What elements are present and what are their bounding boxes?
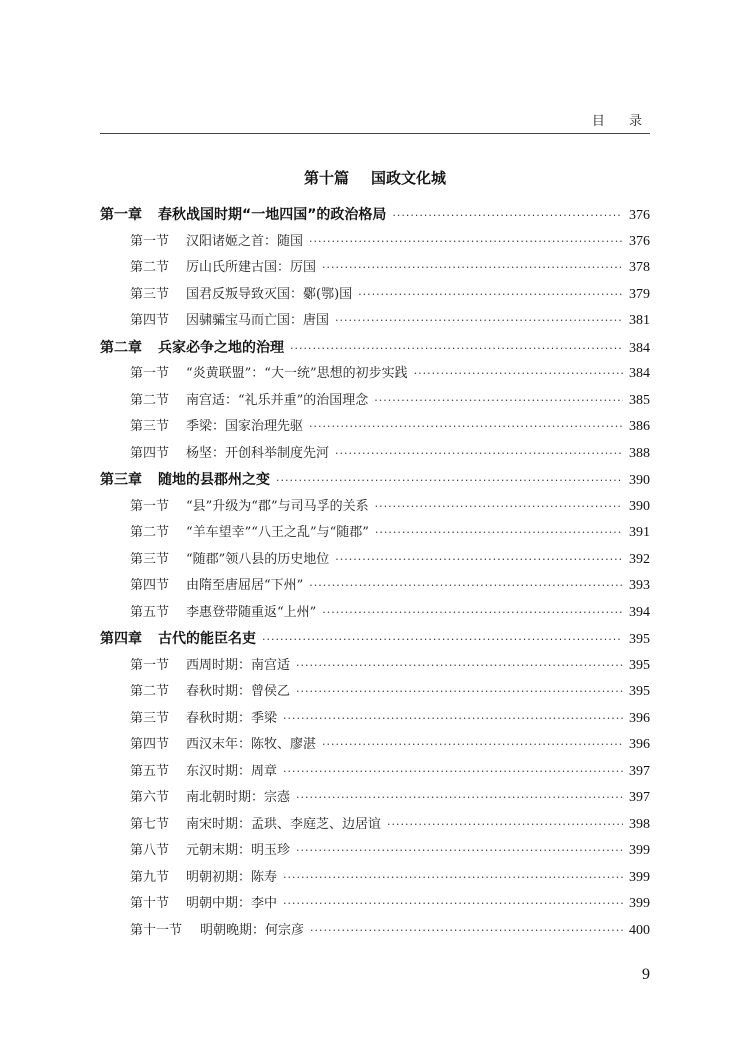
- toc-section-entry[interactable]: [100, 388, 650, 415]
- toc-entry-number: 第五节: [130, 763, 170, 779]
- toc-entry-number: 第四节: [130, 578, 170, 593]
- toc-leader-dots: [322, 255, 623, 282]
- toc-section-entry[interactable]: [100, 573, 650, 600]
- header-rule: [100, 133, 650, 134]
- toc-entry-title: 由隋至唐屈居“下州”: [186, 578, 304, 593]
- toc-entry-number: 第十一节: [130, 922, 183, 938]
- toc-entry-page: 395: [629, 632, 650, 647]
- toc-section-entry[interactable]: [100, 282, 650, 309]
- toc-entry-number: 第四节: [130, 445, 170, 461]
- toc-entry-title: 春秋时期：季梁: [186, 710, 278, 726]
- toc-leader-dots: [296, 653, 623, 680]
- toc-entry-page: 396: [629, 710, 650, 726]
- toc-leader-dots: [296, 785, 623, 812]
- toc-entry-number: 第一节: [130, 657, 170, 673]
- toc-entry-page: 397: [629, 763, 650, 779]
- toc-section-entry[interactable]: [100, 414, 650, 441]
- page-number: 9: [642, 966, 650, 983]
- toc-entry-title: 南北朝时期：宗悫: [186, 790, 291, 805]
- toc-leader-dots: [290, 336, 623, 363]
- toc-entry-title: 西汉末年：陈牧、廖湛: [186, 737, 317, 752]
- toc-entry-number: 第六节: [130, 790, 170, 805]
- part-number: 第十篇: [303, 169, 349, 187]
- toc-entry-page: 393: [629, 578, 650, 593]
- toc-entry-number: 第三节: [130, 551, 170, 567]
- toc-entry-page: 388: [629, 445, 650, 461]
- toc-section-entry[interactable]: [100, 653, 650, 680]
- toc-entry-title: 汉阳诸姬之首：随国: [186, 233, 304, 249]
- toc-entry-number: 第五节: [130, 604, 170, 620]
- toc-entry-number: 第一节: [130, 498, 170, 514]
- toc-leader-dots: [296, 838, 623, 865]
- toc-section-entry[interactable]: [100, 891, 650, 918]
- toc-entry-page: 394: [629, 604, 650, 620]
- toc-leader-dots: [283, 759, 623, 786]
- toc-entry-page: 379: [629, 286, 650, 302]
- toc-entry-number: 第一章: [100, 207, 142, 223]
- toc-leader-dots: [358, 282, 623, 309]
- toc-entry-page: 399: [629, 869, 650, 885]
- toc-entry-title: 西周时期：南宫适: [186, 657, 291, 673]
- toc-entry-page: 391: [629, 525, 650, 540]
- toc-section-entry[interactable]: [100, 732, 650, 759]
- toc-entry-page: 390: [629, 498, 650, 514]
- toc-entry-number: 第一节: [130, 233, 170, 249]
- toc-entry-title: 春秋时期：曾侯乙: [186, 684, 291, 699]
- toc-entry-page: 399: [629, 843, 650, 858]
- toc-entry-title: “炎黄联盟”：“大一统”思想的初步实践: [186, 366, 408, 381]
- toc-entry-number: 第十节: [130, 896, 170, 911]
- toc-section-entry[interactable]: [100, 255, 650, 282]
- toc-entry-page: 400: [629, 922, 650, 938]
- toc-entry-page: 395: [629, 684, 650, 699]
- toc-section-entry[interactable]: [100, 361, 650, 388]
- toc-entry-title: “羊车望幸”“八王之乱”与“随郡”: [186, 525, 369, 540]
- toc-leader-dots: [262, 627, 623, 654]
- toc-entry-number: 第二节: [130, 525, 170, 540]
- toc-entry-title: 因骕骦宝马而亡国：唐国: [186, 313, 330, 328]
- toc-entry-number: 第三节: [130, 419, 170, 434]
- toc-entry-number: 第二节: [130, 392, 170, 408]
- toc-section-entry[interactable]: [100, 785, 650, 812]
- toc-entry-title: 兵家必争之地的治理: [158, 339, 284, 356]
- toc-leader-dots: [387, 812, 623, 839]
- toc-leader-dots: [309, 229, 623, 256]
- toc-leader-dots: [296, 679, 623, 706]
- toc-leader-dots: [335, 441, 623, 468]
- toc-entry-page: 385: [629, 392, 650, 408]
- toc-section-entry[interactable]: [100, 918, 650, 945]
- toc-leader-dots: [392, 203, 623, 230]
- toc-entry-title: 国君反叛导致灭国：鄾(鄂)国: [186, 286, 353, 302]
- table-of-contents: [100, 202, 650, 944]
- toc-leader-dots: [283, 865, 623, 892]
- toc-entry-title: 古代的能臣名吏: [158, 631, 256, 647]
- toc-entry-page: 392: [629, 551, 650, 567]
- toc-section-entry[interactable]: [100, 494, 650, 521]
- toc-section-entry[interactable]: [100, 441, 650, 468]
- toc-chapter-entry[interactable]: [100, 626, 650, 653]
- toc-leader-dots: [414, 361, 623, 388]
- running-head: 目 录: [591, 114, 652, 129]
- toc-entry-title: “随郡”领八县的历史地位: [186, 551, 330, 567]
- toc-section-entry[interactable]: [100, 759, 650, 786]
- toc-leader-dots: [375, 520, 623, 547]
- toc-leader-dots: [322, 732, 623, 759]
- toc-entry-title: 东汉时期：周章: [186, 763, 278, 779]
- toc-entry-number: 第三节: [130, 710, 170, 726]
- toc-entry-title: 南宫适：“礼乐并重”的治国理念: [186, 392, 369, 408]
- toc-section-entry[interactable]: [100, 865, 650, 892]
- toc-entry-page: 397: [629, 790, 650, 805]
- toc-leader-dots: [283, 706, 623, 733]
- toc-leader-dots: [309, 414, 623, 441]
- toc-entry-title: “县”升级为“郡”与司马孚的关系: [186, 498, 369, 514]
- toc-chapter-entry[interactable]: [100, 467, 650, 494]
- toc-entry-title: 元朝末期：明玉珍: [186, 843, 291, 858]
- toc-section-entry[interactable]: [100, 679, 650, 706]
- toc-entry-title: 季梁：国家治理先驱: [186, 419, 304, 434]
- toc-entry-title: 厉山氏所建古国：厉国: [186, 260, 317, 275]
- toc-section-entry[interactable]: [100, 812, 650, 839]
- part-title: [0, 167, 750, 188]
- toc-entry-page: 399: [629, 896, 650, 911]
- toc-leader-dots: [375, 494, 623, 521]
- toc-section-entry[interactable]: [100, 706, 650, 733]
- toc-entry-page: 395: [629, 657, 650, 673]
- toc-section-entry[interactable]: [100, 600, 650, 627]
- toc-entry-page: 376: [629, 233, 650, 249]
- toc-entry-title: 明朝中期：李中: [186, 896, 278, 911]
- toc-entry-title: 春秋战国时期“一地四国”的政治格局: [158, 207, 387, 223]
- toc-entry-number: 第三章: [100, 472, 142, 488]
- toc-section-entry[interactable]: [100, 308, 650, 335]
- toc-entry-title: 南宋时期：孟珙、李庭芝、边居谊: [186, 816, 382, 832]
- toc-leader-dots: [283, 891, 623, 918]
- toc-section-entry[interactable]: [100, 229, 650, 256]
- toc-chapter-entry[interactable]: [100, 202, 650, 229]
- toc-entry-number: 第四章: [100, 631, 142, 647]
- toc-entry-number: 第七节: [130, 816, 170, 832]
- toc-entry-title: 明朝初期：陈寿: [186, 869, 278, 885]
- toc-entry-title: 随地的县郡州之变: [158, 472, 270, 488]
- toc-entry-page: 384: [629, 366, 650, 381]
- toc-leader-dots: [310, 918, 623, 945]
- toc-chapter-entry[interactable]: [100, 335, 650, 362]
- toc-leader-dots: [309, 573, 623, 600]
- toc-section-entry[interactable]: [100, 838, 650, 865]
- toc-entry-number: 第二章: [100, 339, 142, 356]
- toc-entry-page: 378: [629, 260, 650, 275]
- toc-entry-number: 第一节: [130, 366, 170, 381]
- toc-entry-number: 第三节: [130, 286, 170, 302]
- toc-entry-number: 第四节: [130, 313, 170, 328]
- toc-leader-dots: [335, 547, 623, 574]
- toc-leader-dots: [335, 308, 623, 335]
- toc-entry-page: 386: [629, 419, 650, 434]
- toc-entry-number: 第九节: [130, 869, 170, 885]
- toc-leader-dots: [276, 468, 623, 495]
- part-name: 国政文化城: [371, 169, 447, 187]
- toc-section-entry[interactable]: [100, 547, 650, 574]
- toc-entry-page: 390: [629, 473, 650, 488]
- toc-entry-page: 381: [629, 313, 650, 328]
- toc-section-entry[interactable]: [100, 520, 650, 547]
- toc-entry-page: 384: [629, 340, 650, 356]
- toc-entry-number: 第二节: [130, 260, 170, 275]
- toc-entry-page: 398: [629, 816, 650, 832]
- toc-entry-page: 376: [629, 208, 650, 223]
- toc-entry-title: 明朝晚期：何宗彦: [200, 922, 305, 938]
- toc-entry-number: 第八节: [130, 843, 170, 858]
- toc-entry-title: 杨坚：开创科举制度先河: [186, 445, 330, 461]
- toc-entry-number: 第四节: [130, 737, 170, 752]
- toc-entry-number: 第二节: [130, 684, 170, 699]
- toc-entry-title: 李惠登带随重返“上州”: [186, 604, 317, 620]
- toc-leader-dots: [322, 600, 623, 627]
- toc-leader-dots: [374, 388, 623, 415]
- toc-entry-page: 396: [629, 737, 650, 752]
